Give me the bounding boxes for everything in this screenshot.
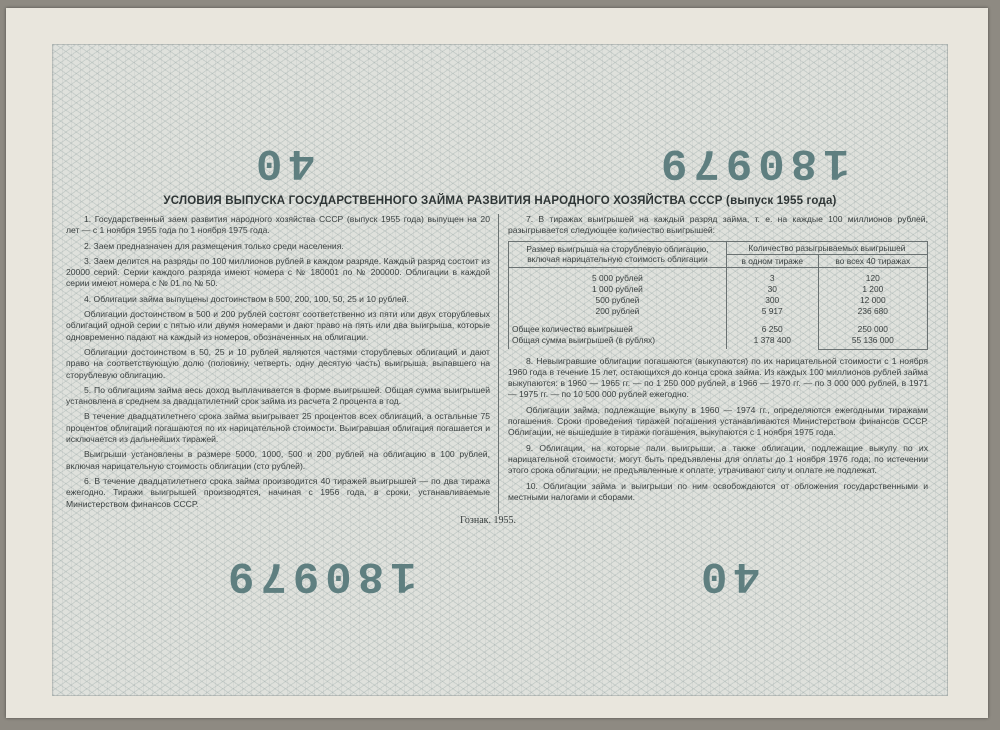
paragraph: 2. Заем предназначен для размещения только среди населения. (84, 240, 344, 251)
prize-size: 5 000 рублей (592, 272, 643, 283)
paragraph: Облигации достоинством в 500 и 200 рублей состоят соответственно из пяти или двух сторублевых облигаций одной серии с пятью или двумя номерами и дают право на пять или два выигрыша, которые одновременно падают на каждый из номеров, обозначенных на облигации. (66, 309, 490, 342)
header-one-draw: в одном тираже (726, 254, 818, 267)
total-count-label: Общее количество выигрышей (512, 323, 633, 334)
all-draws-cell (818, 267, 927, 318)
paragraph: 7. В тиражах выигрышей на каждый разряд займа, т. е. на каждые 100 миллионов рублей, разыгрывается следующее количество выигрышей: (508, 214, 928, 236)
total-sum-one: 1 378 400 (753, 334, 791, 345)
count-one-draw: 30 (767, 283, 777, 294)
paragraph: 1. Государственный заем развития народного хозяйства СССР (выпуск 1955 года) выпущен на 20 лет — с 1 ноября 1955 года по 1 ноября 1975 года. (66, 214, 490, 236)
header-prize-size: Размер выигрыша на сторублевую облигацию, включая нарицательную стоимость облигации (509, 241, 727, 267)
count-all-draws: 12 000 (859, 294, 886, 305)
count-all-draws: 236 680 (857, 305, 888, 316)
count-all-draws: 120 (865, 272, 880, 283)
total-sum-label: Общая сумма выигрышей (в рублях) (512, 334, 655, 345)
serial-number-top: 180979 (655, 137, 850, 187)
paragraph: 5. По облигациям займа весь доход выплачивается в форме выигрышей. Общая сумма выигрышей установлена в среднем за двадцатилетний срок займа из расчета 2 процента в год. (66, 384, 490, 407)
prize-size: 500 рублей (595, 294, 640, 305)
prize-table (508, 241, 928, 350)
paragraph: В течение двадцатилетнего срока займа выигрывает 25 процентов всех облигаций, а остальные 75 процентов облигаций погашаются по их нарицательной стоимости. Выигравшая облигация погашается и исключается из дальнейших тиражей. (66, 411, 490, 445)
printer-imprint: Гознак. 1955. (460, 515, 517, 526)
paragraph: Облигации займа, подлежащие выкупу в 1960 — 1974 гг., определяются ежегодными тиражами погашения. Сроки проведения тиражей погашения устанавливаются Министерством финансов СССР. Облигации, не вышедшие в тиражи погашения, выкупаются с 1 ноября 1975 года. (508, 404, 928, 438)
totals-label-cell (509, 318, 727, 350)
totals-one-cell (726, 318, 818, 350)
paragraph: Облигации достоинством в 50, 25 и 10 рублей являются частями сторублевых облигаций и дают право на соответствующую долю (половину, четверть, одну десятую часть) выигрыша, выпавшего на сторублевую облигацию. (66, 346, 490, 380)
serial-number-bottom: 180979 (222, 550, 417, 600)
paragraph: Выигрыши установлены в размере 5000, 1000, 500 и 200 рублей на облигацию в 100 рублей, включая нарицательную стоимость облигации (сто рублей). (66, 449, 490, 471)
one-draw-cell (726, 267, 818, 318)
total-count-one: 6 250 (761, 323, 783, 334)
prize-size: 200 рублей (595, 305, 640, 316)
prize-size: 1 000 рублей (592, 283, 643, 294)
column-divider (498, 214, 499, 514)
totals-all-cell (818, 318, 927, 350)
count-one-draw: 5 917 (761, 305, 783, 316)
paragraph: 9. Облигации, на которые пали выигрыши, а также облигации, подлежащие выкупу по их нарицательной стоимости, могут быть предъявлены для оплаты до 1 ноября 1976 года; по истечении этого срока облигации, не предъявленные к оплате, утрачивают силу и оплате не подлежат. (508, 442, 928, 476)
count-one-draw: 3 (769, 272, 775, 283)
paragraph: 4. Облигации займа выпущены достоинством в 500, 200, 100, 50, 25 и 10 рублей. (84, 293, 409, 304)
denomination-bottom: 40 (695, 550, 760, 600)
denomination-top: 40 (250, 137, 315, 187)
conditions-right-column (508, 214, 928, 507)
count-all-draws: 1 200 (862, 283, 884, 294)
paragraph: 8. Невыигравшие облигации погашаются (выкупаются) по их нарицательной стоимости с 1 ноября 1960 года в течение 15 лет, остающихся до конца срока займа. Из каждых 100 миллионов рублей займа выкупаются: в 1960 — 1965 гг. — по 1 250 000 рублей, в 1966 — 1970 гг. — по 3 000 000 рублей, в 1971 — 1975 гг. — по 10 500 000 рублей ежегодно. (508, 355, 928, 400)
prize-sizes-cell (509, 267, 727, 318)
total-count-all: 250 000 (857, 323, 888, 334)
total-sum-all: 55 136 000 (851, 334, 894, 345)
count-one-draw: 300 (765, 294, 780, 305)
conditions-title: УСЛОВИЯ ВЫПУСКА ГОСУДАРСТВЕННОГО ЗАЙМА РАЗВИТИЯ НАРОДНОГО ХОЗЯЙСТВА СССР (выпуск 1955 года) (163, 195, 837, 207)
conditions-left-column (66, 214, 490, 514)
paragraph: 6. В течение двадцатилетнего срока займа производится 40 тиражей выигрышей — по два тиража ежегодно. Тиражи выигрышей производятся, начиная с 1956 года, в сроки, устанавливаемые Министерством финансов СССР. (66, 475, 490, 509)
header-prize-count: Количество разыгрываемых выигрышей (726, 241, 927, 254)
paragraph: 10. Облигации займа и выигрыши по ним освобождаются от обложения государственными и местными налогами и сборами. (508, 480, 928, 502)
header-all-draws: во всех 40 тиражах (818, 254, 927, 267)
paragraph: 3. Заем делится на разряды по 100 миллионов рублей в каждом разряде. Каждый разряд состоит из 20000 серий. Серии каждого разряда имеют номера с № 180001 по № 200000. Облигации в каждой серии имеют номера с № 01 по № 50. (66, 255, 490, 289)
